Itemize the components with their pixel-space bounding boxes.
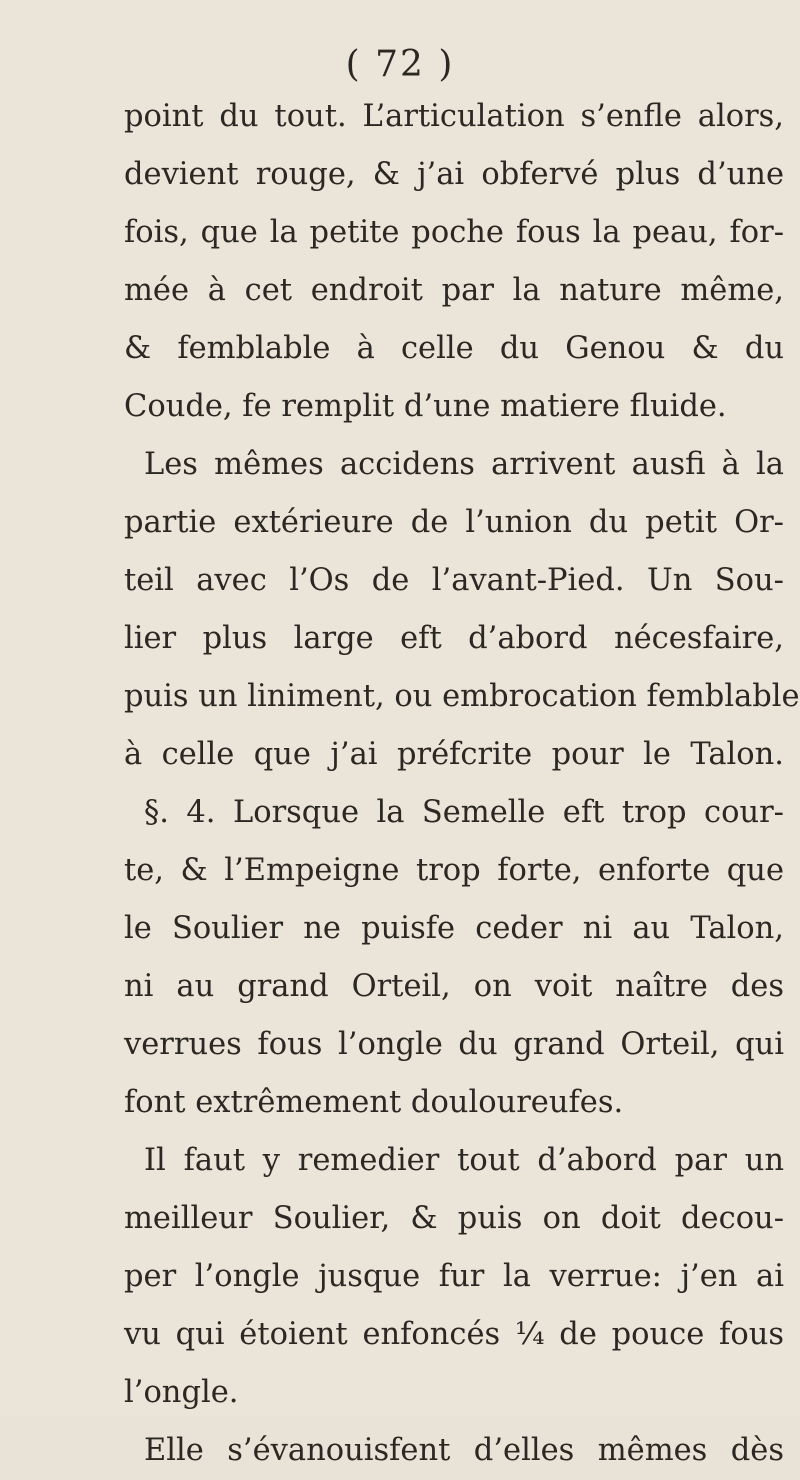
text-line: le Soulier ne puisfe ceder ni au Talon, — [124, 911, 784, 946]
page-number: ( 72 ) — [345, 44, 455, 85]
text-line: & femblable à celle du Genou & du — [124, 331, 784, 366]
text-line: ni au grand Orteil, on voit naître des — [124, 969, 784, 1004]
text-line: §. 4. Lorsque la Semelle eft trop cour- — [144, 795, 784, 830]
text-line: à celle que j’ai préfcrite pour le Talon. — [124, 737, 784, 772]
text-line: Coude, fe remplit d’une matiere fluide. — [124, 389, 727, 424]
text-line: Il faut y remedier tout d’abord par un — [144, 1143, 784, 1178]
text-line: lier plus large eft d’abord nécesfaire, — [124, 621, 784, 656]
text-line: te, & l’Empeigne trop forte, enforte que — [124, 853, 784, 888]
text-line: Elle s’évanouisfent d’elles mêmes dès — [144, 1433, 784, 1468]
body-text — [124, 88, 800, 1480]
text-line: per l’ongle jusque fur la verrue: j’en ai — [124, 1259, 784, 1294]
text-line: vu qui étoient enfoncés ¼ de pouce fous — [124, 1317, 784, 1352]
text-line: devient rouge, & j’ai obfervé plus d’une — [124, 157, 784, 192]
text-line: point du tout. L’articulation s’enfle alors, — [124, 99, 784, 134]
text-line: meilleur Soulier, & puis on doit decou- — [124, 1201, 784, 1236]
text-line: font extrêmement douloureufes. — [124, 1085, 624, 1120]
text-line: l’ongle. — [124, 1375, 239, 1410]
text-line: Les mêmes accidens arrivent ausfi à la — [144, 447, 784, 482]
text-line: puis un liniment, ou embrocation femblable — [124, 679, 800, 714]
text-line: teil avec l’Os de l’avant-Pied. Un Sou- — [124, 563, 784, 598]
text-line: verrues fous l’ongle du grand Orteil, qui — [124, 1027, 784, 1062]
text-line: partie extérieure de l’union du petit Or- — [124, 505, 784, 540]
text-line: fois, que la petite poche fous la peau, for- — [124, 215, 784, 250]
text-line: mée à cet endroit par la nature même, — [124, 273, 784, 308]
